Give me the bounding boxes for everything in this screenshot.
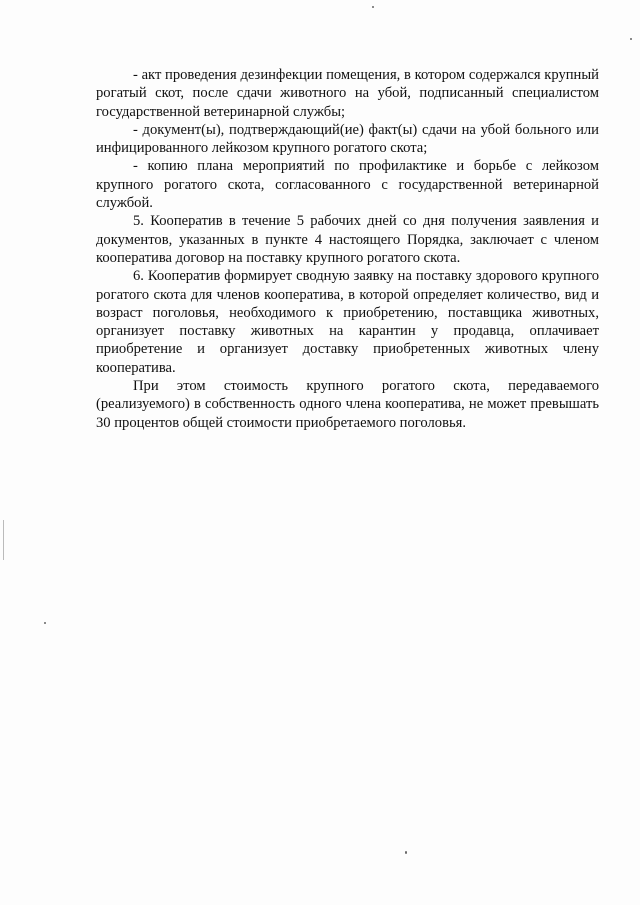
document-body: [96, 66, 599, 432]
list-item-prevention-plan: - копию плана мероприятий по профилактике и борьбе с лейкозом крупного рогатого скота, согласованного с государственной ветеринарной службой.: [96, 158, 599, 212]
scan-speck: [372, 6, 374, 8]
list-item-slaughter-documents: - документ(ы), подтверждающий(ие) факт(ы) сдачи на убой больного или инфицированного лейкозом крупного рогатого скота;: [96, 121, 599, 157]
list-item-disinfection-act: - акт проведения дезинфекции помещения, в котором содержался крупный рогатый скот, после сдачи животного на убой, подписанный специалистом государственной ветеринарной службы;: [96, 67, 599, 120]
scan-speck: [44, 622, 46, 624]
clause-5-paragraph: 5. Кооператив в течение 5 рабочих дней со дня получения заявления и документов, указанных в пункте 4 настоящего Порядка, заключает с членом кооператива договор на поставку крупного рогатого скота.: [96, 213, 599, 266]
cost-limit-paragraph: При этом стоимость крупного рогатого скота, передаваемого (реализуемого) в собственность одного члена кооператива, не может превышать 30 процентов общей стоимости приобретаемого поголовья.: [96, 378, 599, 431]
scan-edge-line: [3, 520, 4, 560]
scan-speck: [405, 851, 407, 854]
scan-speck: [630, 38, 632, 40]
clause-6-paragraph: 6. Кооператив формирует сводную заявку на поставку здорового крупного рогатого скота для членов кооператива, в которой определяет количество, вид и возраст поголовья, необходимого к приобретению, поставщика животных, организует поставку животных на карантин у продавца, оплачивает приобретение и организует доставку приобретенных животных члену кооператива.: [96, 268, 599, 376]
